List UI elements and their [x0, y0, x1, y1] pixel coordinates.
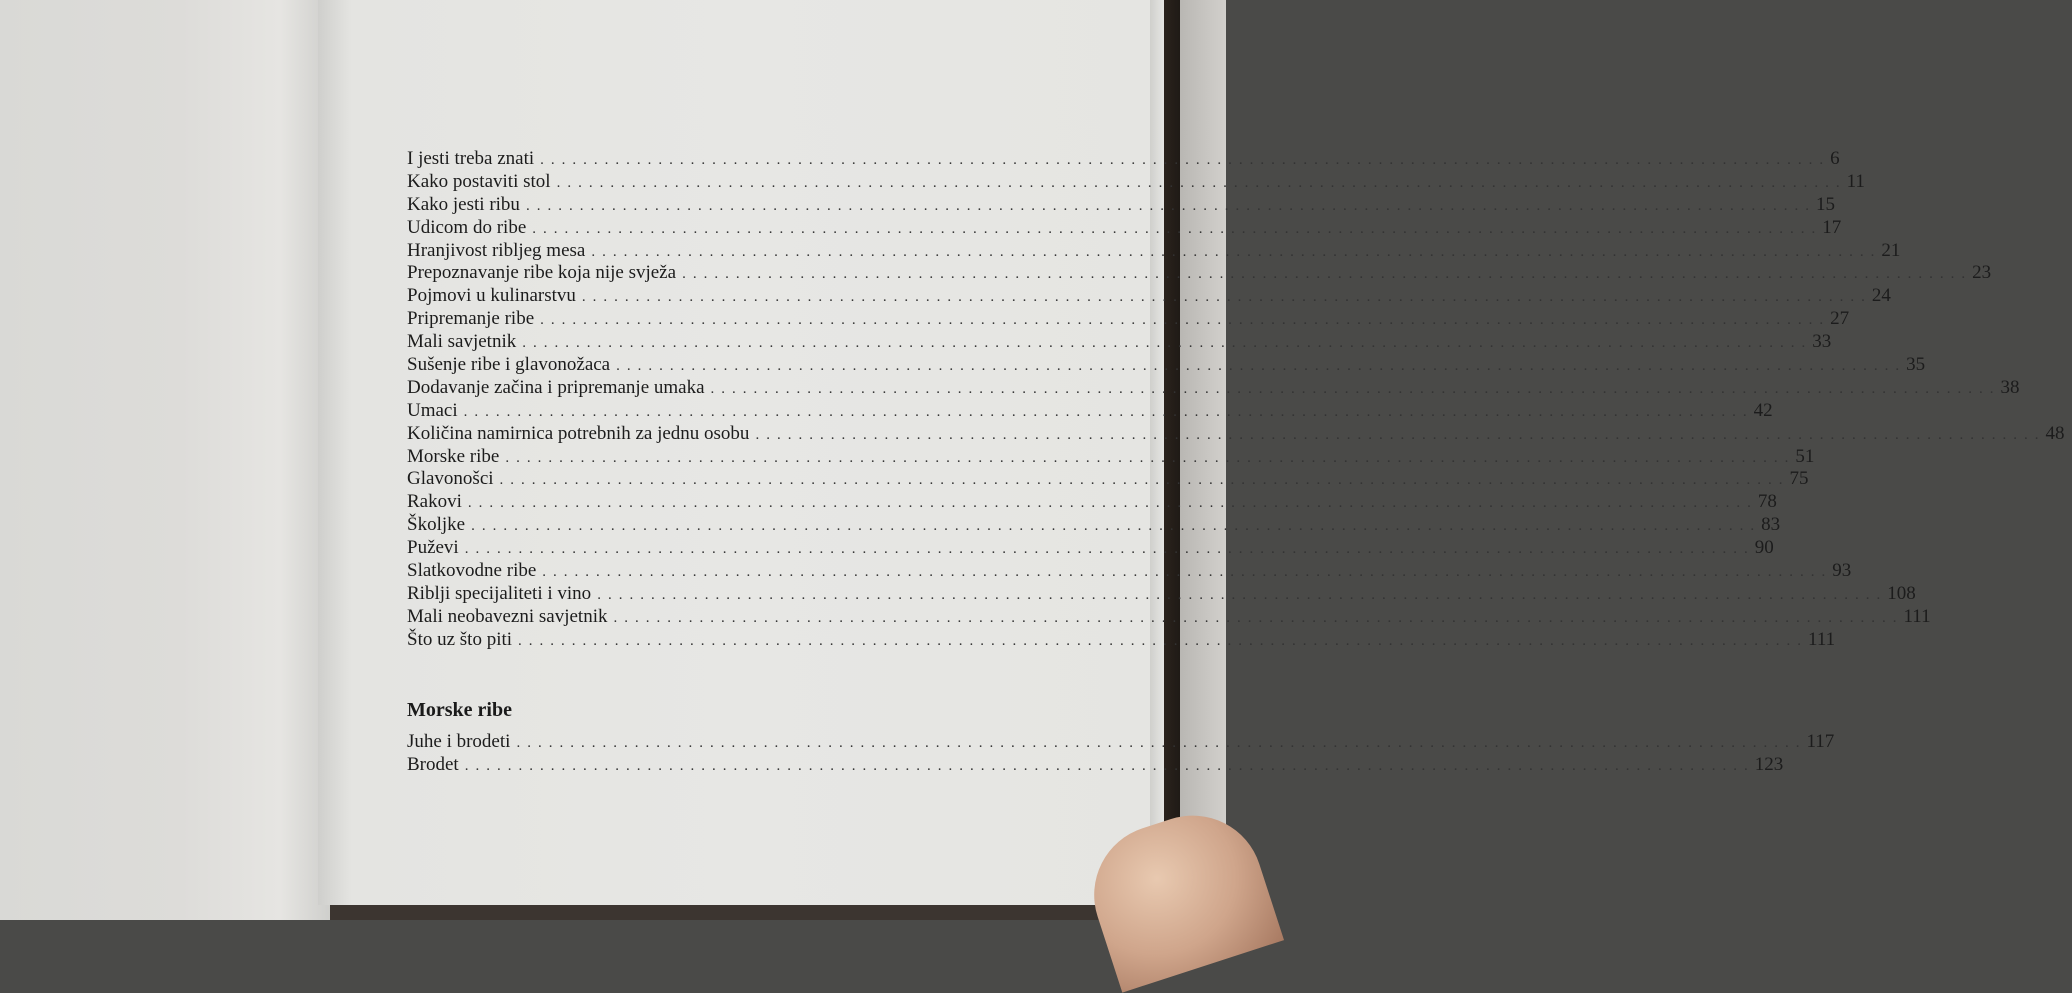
- dot-leader: ........................................................................................................................: [516, 735, 1807, 751]
- toc-entry-page: 83: [1761, 514, 1781, 536]
- dot-leader: ........................................................................................................................: [616, 358, 1907, 375]
- toc-entry-title: Rakovi: [407, 491, 462, 513]
- section-heading: Morske ribe: [407, 699, 512, 721]
- toc-entry-page: 15: [1815, 193, 1835, 215]
- toc-entry-title: Mali neobavezni savjetnik: [407, 605, 608, 627]
- toc-entry: [407, 422, 2065, 446]
- toc-entry: [407, 285, 1891, 308]
- toc-entry-title: Pripremanje ribe: [407, 308, 535, 330]
- toc-entry-page: 27: [1830, 308, 1850, 330]
- toc-entry: [407, 560, 1852, 583]
- toc-entry: [407, 354, 1926, 377]
- toc-entry-page: 123: [1754, 753, 1784, 775]
- toc-entry-title: Školjke: [407, 514, 466, 536]
- dot-leader: ........................................................................................................................: [597, 586, 1888, 603]
- toc-entry: [407, 239, 1901, 263]
- toc-entry: [407, 148, 1840, 171]
- dot-leader: ........................................................................................................................: [518, 632, 1809, 649]
- dot-leader: ........................................................................................................................: [613, 609, 1904, 626]
- toc-entry-page: 21: [1881, 239, 1901, 261]
- toc-entry-page: 48: [2045, 422, 2065, 444]
- toc-entry-page: 33: [1812, 331, 1832, 353]
- toc-entry-title: Količina namirnica potrebnih za jednu osobu: [407, 422, 750, 444]
- toc-entry-title: Riblji specijaliteti i vino: [407, 582, 592, 604]
- toc-entry-page: 11: [1846, 170, 1865, 192]
- toc-entry: [407, 582, 1916, 606]
- toc-entry-page: 90: [1754, 537, 1774, 559]
- toc-entry-page: 75: [1789, 468, 1809, 490]
- toc-entry: [407, 308, 1850, 331]
- dot-leader: ........................................................................................................................: [710, 380, 2001, 397]
- toc-entry-title: Brodet: [407, 753, 459, 775]
- toc-entry-page: 23: [1972, 262, 1992, 284]
- dot-leader: ........................................................................................................................: [556, 174, 1847, 191]
- dot-leader: ........................................................................................................................: [464, 757, 1755, 774]
- dot-leader: ........................................................................................................................: [522, 335, 1813, 352]
- dot-leader: ........................................................................................................................: [755, 426, 2046, 443]
- toc-entry-page: 6: [1830, 148, 1840, 169]
- toc-entry-page: 111: [1903, 605, 1931, 627]
- dot-leader: ........................................................................................................................: [581, 289, 1872, 306]
- dot-leader: ........................................................................................................................: [532, 220, 1823, 237]
- toc-entry-page: 42: [1753, 399, 1773, 421]
- toc-entry-title: Prepoznavanje ribe koja nije svježa: [407, 262, 677, 284]
- toc-entry-title: Hranjivost ribljeg mesa: [407, 239, 586, 261]
- dot-leader: ........................................................................................................................: [525, 197, 1816, 214]
- toc-entry-page: 17: [1822, 216, 1842, 238]
- toc-entry: [407, 628, 1836, 652]
- toc-entry: [407, 537, 1774, 560]
- toc-entry-title: Kako jesti ribu: [407, 193, 520, 215]
- dot-leader: ........................................................................................................................: [591, 243, 1882, 260]
- toc-entry: [407, 753, 1784, 777]
- toc-entry-page: 38: [2000, 376, 2020, 398]
- toc-entry-title: Slatkovodne ribe: [407, 560, 537, 582]
- dot-leader: ........................................................................................................................: [464, 541, 1755, 558]
- toc-entry-title: Udicom do ribe: [407, 216, 527, 238]
- toc-entry-title: Umaci: [407, 399, 458, 421]
- toc-entry: [407, 193, 1835, 217]
- table-of-contents: [407, 148, 2065, 652]
- section-table-of-contents: [407, 731, 1835, 777]
- toc-entry-title: Dodavanje začina i pripremanje umaka: [407, 376, 705, 398]
- toc-entry-page: 111: [1808, 628, 1836, 650]
- toc-entry-page: 51: [1795, 445, 1815, 467]
- dot-leader: ........................................................................................................................: [499, 472, 1790, 489]
- toc-entry-page: 35: [1906, 354, 1926, 376]
- toc-entry-page: 78: [1757, 491, 1777, 513]
- toc-entry: [407, 468, 1809, 491]
- toc-entry: [407, 170, 1865, 194]
- toc-entry: [407, 731, 1835, 754]
- toc-entry-title: Morske ribe: [407, 445, 500, 467]
- toc-entry-page: 108: [1887, 582, 1916, 604]
- toc-entry: [407, 376, 2020, 400]
- toc-entry: [407, 262, 1992, 285]
- toc-entry-title: Što uz što piti: [407, 628, 513, 650]
- dot-leader: ........................................................................................................................: [471, 518, 1762, 535]
- dot-leader: ........................................................................................................................: [467, 495, 1758, 512]
- toc-entry-title: Mali savjetnik: [407, 331, 517, 353]
- toc-entry: [407, 445, 1815, 469]
- toc-entry-title: Sušenje ribe i glavonožaca: [407, 354, 611, 376]
- toc-entry-page: 117: [1806, 731, 1835, 752]
- toc-entry-title: Pojmovi u kulinarstvu: [407, 285, 576, 307]
- dot-leader: ........................................................................................................................: [682, 266, 1973, 283]
- toc-entry-page: 93: [1832, 560, 1852, 582]
- dot-leader: ........................................................................................................................: [542, 564, 1833, 581]
- toc-entry-title: Juhe i brodeti: [407, 731, 511, 752]
- toc-entry: [407, 331, 1832, 354]
- toc-entry-title: Kako postaviti stol: [407, 170, 551, 192]
- dot-leader: ........................................................................................................................: [540, 152, 1831, 168]
- toc-entry-page: 24: [1871, 285, 1891, 307]
- toc-entry: [407, 491, 1777, 514]
- toc-entry-title: Glavonošci: [407, 468, 494, 490]
- toc-entry: [407, 514, 1781, 537]
- toc-entry: [407, 216, 1842, 240]
- toc-entry-title: Puževi: [407, 537, 459, 559]
- toc-entry: [407, 399, 1773, 423]
- toc-entry-title: I jesti treba znati: [407, 148, 535, 169]
- toc-entry: [407, 605, 1931, 629]
- dot-leader: ........................................................................................................................: [540, 312, 1831, 329]
- left-page: [0, 0, 330, 920]
- dot-leader: ........................................................................................................................: [463, 403, 1754, 420]
- dot-leader: ........................................................................................................................: [505, 449, 1796, 466]
